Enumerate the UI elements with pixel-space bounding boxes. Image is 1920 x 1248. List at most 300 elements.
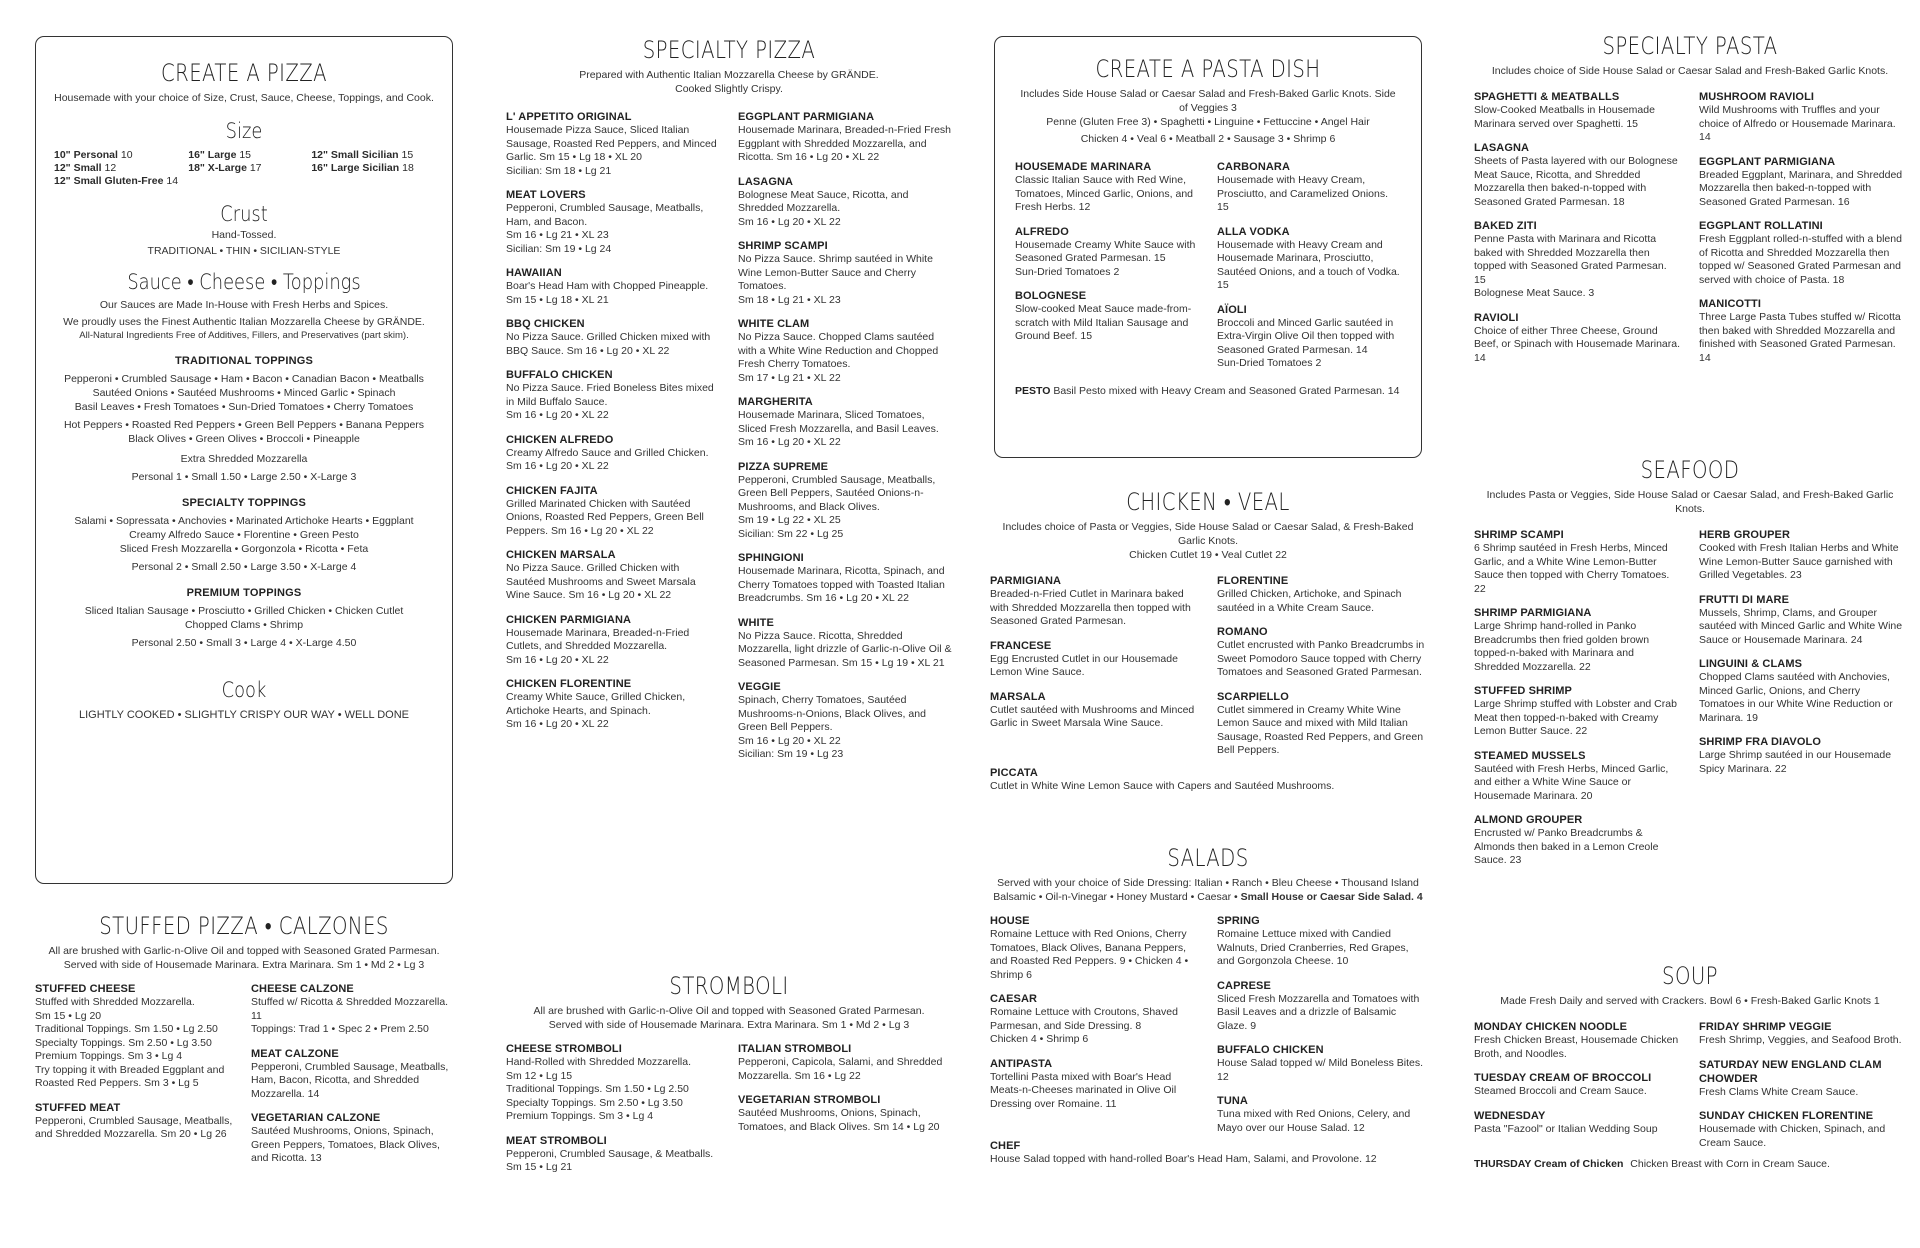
topping-line: Creamy Alfredo Sauce • Florentine • Green Pesto [129, 529, 359, 541]
menu-item-desc: Chopped Clams sautéed with Anchovies, Minced Garlic, Onions, and Cherry Tomatoes in our White Wine Reduction or Marinara. 19 [1699, 671, 1893, 724]
menu-item [1699, 735, 1906, 776]
salads-left-column [990, 914, 1199, 1145]
menu-item-name: FRUTTI DI MARE [1699, 593, 1790, 606]
size-option [311, 175, 434, 188]
menu-item-name: CHICKEN ALFREDO [506, 433, 614, 446]
chicken-veal-right-column [1217, 574, 1426, 768]
stuffed-items [35, 982, 453, 1176]
create-pasta-intro-3: Chicken 4 • Veal 6 • Meatball 2 • Sausage 3 • Shrimp 6 [1080, 133, 1336, 145]
menu-item [1217, 979, 1426, 1034]
menu-item-desc: Breaded Eggplant, Marinara, and Shredded Mozzarella then baked-n-topped with Seasoned Grated Parmesan. 16 [1699, 168, 1903, 208]
menu-item-desc: Housemade Marinara, Sliced Tomatoes, Sliced Fresh Mozzarella, and Basil Leaves. [738, 409, 939, 435]
chicken-veal-title: CHICKEN • VEAL [1126, 488, 1290, 516]
sauce-line-1: Our Sauces are Made In-House with Fresh Herbs and Spices. [99, 299, 389, 311]
menu-item-name: BUFFALO CHICKEN [506, 369, 613, 381]
menu-item-desc: Sm 15 • Lg 18 • XL 21 [506, 293, 609, 306]
menu-item-name: MONDAY CHICKEN NOODLE [1474, 1021, 1628, 1033]
specialty-pizza-intro-1: Prepared with Authentic Italian Mozzarella Cheese by GRÄNDE. [579, 69, 879, 81]
menu-item-name: ROMANO [1217, 626, 1268, 638]
menu-item [1474, 749, 1681, 804]
menu-item-name: SHRIMP PARMIGIANA [1474, 607, 1592, 619]
menu-item-desc: Sun-Dried Tomatoes 2 [1217, 357, 1322, 369]
menu-item-desc: Large Shrimp sautéed in our Housemade Spicy Marinara. 22 [1699, 749, 1892, 775]
menu-item-name: VEGETARIAN STROMBOLI [738, 1094, 881, 1106]
menu-item-desc: Breaded-n-Fried Cutlet in Marinara baked with Shredded Mozzarella then topped with Seasoned Grated Parmesan. [990, 588, 1191, 627]
menu-item-desc: Sliced Fresh Mozzarella and Tomatoes with Basil Leaves and a drizzle of Balsamic Glaze. 9 [1217, 992, 1420, 1032]
specialty-pasta-section [1474, 32, 1906, 375]
premium-toppings-price: Personal 2.50 • Small 3 • Large 4 • X-Large 4.50 [131, 637, 357, 649]
pesto-desc: Basil Pesto mixed with Heavy Cream and Seasoned Grated Parmesan. 14 [1053, 384, 1400, 397]
stuffed-pizza-title: STUFFED PIZZA • CALZONES [99, 912, 389, 940]
menu-item-name: SHRIMP SCAMPI [738, 240, 828, 252]
menu-item-desc: Pepperoni, Crumbled Sausage, Meatballs, Ham, and Bacon. [506, 202, 704, 228]
menu-item [506, 677, 720, 732]
menu-item [1217, 690, 1426, 758]
menu-item-desc: Premium Toppings. Sm 3 • Lg 4 [506, 1110, 654, 1122]
soup-thursday-desc: Chicken Breast with Corn in Cream Sauce. [1630, 1158, 1830, 1170]
menu-item-desc: Cutlet simmered in Creamy White Wine Lemon Sauce and mixed with Mild Italian Sausage, Roasted Red Peppers, and Green Bell Peppers. [1217, 703, 1424, 756]
menu-item [506, 317, 720, 358]
stromboli-intro-2: Served with side of Housemade Marinara. Extra Marinara. Sm 1 • Md 2 • Lg 3 [548, 1019, 910, 1031]
topping-line: Hot Peppers • Roasted Red Peppers • Green Bell Peppers • Banana Peppers [63, 419, 425, 431]
menu-item [1474, 684, 1681, 739]
topping-line: Sliced Fresh Mozzarella • Gorgonzola • Ricotta • Feta [119, 543, 369, 555]
chicken-veal-intro-1: Includes choice of Pasta or Veggies, Side House Salad or Caesar Salad, & Fresh-Baked Garlic Knots. [1002, 521, 1414, 547]
size-option: 16" Large 15 [188, 149, 252, 161]
topping-line: Black Olives • Green Olives • Broccoli • Pineapple [128, 433, 360, 445]
menu-item [1217, 574, 1426, 615]
menu-item [506, 433, 720, 474]
menu-item [35, 1101, 237, 1142]
stromboli-section [506, 972, 952, 1185]
menu-item-name: FRANCESE [990, 639, 1052, 652]
menu-item [1699, 528, 1906, 583]
stromboli-right-column [738, 1042, 952, 1185]
menu-item [1015, 289, 1199, 344]
menu-item-desc: Three Large Pasta Tubes stuffed w/ Ricotta then baked with Shredded Mozzarella and finished with Seasoned Grated Parmesan. 14 [1699, 311, 1901, 364]
menu-item-desc: Tortellini Pasta mixed with Boar's Head Meats-n-Cheeses marinated in Olive Oil Dressing over Romaine. 11 [990, 1070, 1177, 1110]
menu-item-name: MEAT CALZONE [251, 1047, 339, 1060]
size-list [54, 149, 434, 188]
menu-item-name: LASAGNA [1474, 142, 1530, 154]
menu-item [506, 110, 720, 178]
menu-item-desc: Housemade with Heavy Cream and Housemade Marinara, Prosciutto, Sautéed Onions, and a touch of Vodka. 15 [1217, 238, 1400, 291]
menu-item-desc: Traditional Toppings. Sm 1.50 • Lg 2.50 [35, 1023, 218, 1035]
menu-item-desc: Stuffed with Shredded Mozzarella. [35, 996, 195, 1008]
menu-item-desc: Premium Toppings. Sm 3 • Lg 4 [35, 1050, 183, 1062]
menu-item-desc: Sm 16 • Lg 20 • XL 22 [506, 460, 609, 472]
menu-item [1474, 219, 1681, 301]
menu-item [738, 110, 952, 165]
menu-item-name: EGGPLANT ROLLATINI [1699, 220, 1823, 232]
menu-item-desc: No Pizza Sauce. Ricotta, Shredded Mozzarella, light drizzle of Garlic-n-Olive Oil & Seasoned Parmesan. Sm 15 • Lg 19 • XL 21 [738, 629, 952, 669]
menu-item [1699, 90, 1906, 145]
traditional-toppings-price: Personal 1 • Small 1.50 • Large 2.50 • X-Large 3 [131, 471, 357, 483]
menu-item-name: MEAT LOVERS [506, 189, 586, 201]
menu-item [1015, 225, 1199, 280]
create-pizza-box [35, 36, 453, 884]
menu-item-name: MANICOTTI [1699, 298, 1762, 310]
menu-item [506, 368, 720, 423]
menu-item [1699, 1109, 1906, 1150]
menu-item-desc: Fresh Chicken Breast, Housemade Chicken Broth, and Noodles. [1474, 1034, 1679, 1060]
menu-item-desc: Fresh Shrimp, Veggies, and Seafood Broth. [1699, 1034, 1902, 1046]
menu-item [1699, 1020, 1906, 1048]
menu-item-desc: Boar's Head Ham with Chopped Pineapple. [506, 280, 709, 292]
menu-item-desc: Broccoli and Minced Garlic sautéed in Extra-Virgin Olive Oil then topped with Seasoned Grated Parmesan. 14 [1217, 316, 1395, 356]
specialty-toppings-price: Personal 2 • Small 2.50 • Large 3.50 • X-Large 4 [131, 561, 357, 573]
menu-item-desc: Pepperoni, Capicola, Salami, and Shredded Mozzarella. Sm 16 • Lg 22 [738, 1056, 943, 1082]
stromboli-items [506, 1042, 952, 1185]
menu-item-desc: Bolognese Meat Sauce, Ricotta, and Shredded Mozzarella. [738, 188, 909, 214]
menu-item-name: FLORENTINE [1217, 575, 1289, 587]
menu-item-name: STUFFED SHRIMP [1474, 685, 1572, 697]
menu-item-desc: Try topping it with Breaded Eggplant and Roasted Red Peppers. Sm 3 • Lg 5 [35, 1063, 225, 1089]
salads-intro-1: Served with your choice of Side Dressing: Italian • Ranch • Bleu Cheese • Thousand Island [997, 877, 1419, 889]
menu-item-desc: Sm 16 • Lg 20 • XL 22 [738, 734, 841, 747]
salads-right-column [1217, 914, 1426, 1145]
menu-item [990, 690, 1199, 731]
menu-item [506, 613, 720, 668]
premium-toppings-list [54, 604, 434, 632]
menu-item [990, 574, 1199, 629]
menu-item-name: CHICKEN PARMIGIANA [506, 613, 632, 626]
menu-item-name: WHITE CLAM [738, 318, 810, 330]
menu-item-name: CHICKEN MARSALA [506, 549, 616, 561]
menu-item-desc: Spinach, Cherry Tomatoes, Sautéed Mushrooms-n-Onions, Black Olives, and Green Bell Peppers. [738, 694, 926, 733]
menu-item-desc: Sm 18 • Lg 21 • XL 23 [738, 293, 841, 306]
specialty-pasta-items [1474, 90, 1906, 375]
menu-item [1474, 90, 1681, 131]
menu-item-desc: Sheets of Pasta layered with our Bolognese Meat Sauce, Ricotta, and Shredded Mozzarella then baked-n-topped with Seasoned Grated Parmesan. 18 [1474, 155, 1678, 208]
menu-item-desc: Housemade Marinara, Ricotta, Spinach, and Cherry Tomatoes topped with Toasted Italian Breadcrumbs. Sm 16 • Lg 20 • XL 22 [738, 565, 945, 604]
menu-item-desc: House Salad topped w/ Mild Boneless Bites. 12 [1217, 1057, 1424, 1083]
soup-items [1474, 1020, 1906, 1160]
menu-item-desc: Sm 16 • Lg 20 • XL 22 [506, 409, 609, 421]
crust-options: TRADITIONAL • THIN • SICILIAN-STYLE [147, 245, 341, 257]
menu-item-desc: Mussels, Shrimp, Clams, and Grouper sautéed with Minced Garlic and White Wine Sauce or Housemade Marinara. 24 [1699, 606, 1903, 646]
menu-item [738, 616, 952, 671]
menu-item-desc: Penne Pasta with Marinara and Ricotta baked with Shredded Mozzarella then topped with Seasoned Grated Parmesan. 15 [1474, 233, 1667, 286]
menu-item [1217, 160, 1401, 215]
menu-item-name: AÏOLI [1217, 303, 1247, 316]
menu-item [506, 484, 720, 539]
create-pasta-box [994, 36, 1422, 458]
menu-item [1474, 141, 1681, 209]
seafood-title: SEAFOOD [1640, 456, 1740, 484]
menu-item [1699, 297, 1906, 365]
chicken-veal-section [990, 488, 1426, 793]
stuffed-right-column [251, 982, 453, 1176]
menu-item-name: TUESDAY CREAM OF BROCCOLI [1474, 1072, 1652, 1084]
specialty-pizza-items [506, 110, 952, 772]
menu-item-desc: Sautéed with Fresh Herbs, Minced Garlic, and either a White Wine Sauce or Housemade Marinara. 20 [1474, 762, 1669, 802]
chicken-veal-intro-2: Chicken Cutlet 19 • Veal Cutlet 22 [1129, 549, 1287, 561]
soup-section [1474, 962, 1906, 1172]
menu-item [1015, 160, 1199, 215]
menu-item [1474, 1071, 1681, 1099]
menu-item-name: LINGUINI & CLAMS [1699, 658, 1803, 670]
menu-item [1474, 311, 1681, 366]
stuffed-intro-2: Served with side of Housemade Marinara. Extra Marinara. Sm 1 • Md 2 • Lg 3 [63, 959, 425, 971]
menu-item-name: VEGGIE [738, 681, 781, 693]
topping-line: Salami • Sopressata • Anchovies • Marinated Artichoke Hearts • Eggplant [74, 515, 414, 527]
menu-item [1474, 1109, 1681, 1137]
menu-item-name: MARSALA [990, 690, 1046, 703]
menu-item [1474, 813, 1681, 868]
size-option: 12" Small Sicilian 15 [311, 149, 414, 161]
stromboli-title: STROMBOLI [669, 972, 789, 1000]
sauce-line-2: We proudly uses the Finest Authentic Italian Mozzarella Cheese by GRÄNDE. [63, 316, 425, 328]
topping-line: Extra Shredded Mozzarella [180, 453, 308, 465]
size-option [188, 175, 305, 188]
menu-item-desc: No Pizza Sauce. Grilled Chicken with Sautéed Mushrooms and Sweet Marsala Wine Sauce. Sm 16 • Lg 20 • XL 22 [506, 562, 696, 601]
menu-item-name: HOUSE [990, 915, 1030, 927]
menu-item-desc: Sm 16 • Lg 20 • XL 22 [506, 653, 609, 666]
menu-item-desc: Sicilian: Sm 22 • Lg 25 [738, 527, 844, 540]
size-heading: Size [225, 119, 263, 143]
menu-item-desc: Pepperoni, Crumbled Sausage, & Meatballs. Sm 15 • Lg 21 [506, 1147, 714, 1173]
menu-item-desc: Specialty Toppings. Sm 2.50 • Lg 3.50 [506, 1096, 683, 1109]
menu-item [990, 914, 1199, 982]
menu-item-desc: Cooked with Fresh Italian Herbs and White Wine Lemon-Butter Sauce garnished with Grilled Vegetables. 23 [1699, 542, 1899, 581]
create-pasta-intro-2: Penne (Gluten Free 3) • Spaghetti • Linguine • Fettuccine • Angel Hair [1046, 116, 1370, 128]
menu-item [506, 548, 720, 603]
specialty-toppings-heading: SPECIALTY TOPPINGS [181, 497, 306, 509]
specialty-pasta-intro: Includes choice of Side House Salad or Caesar Salad and Fresh-Baked Garlic Knots. [1491, 65, 1889, 77]
menu-item [1699, 155, 1906, 210]
menu-item [1474, 606, 1681, 674]
menu-item-desc: Creamy Alfredo Sauce and Grilled Chicken. [506, 446, 709, 459]
menu-item-desc: Grilled Chicken, Artichoke, and Spinach sautéed in a White Cream Sauce. [1217, 588, 1402, 614]
menu-item-name: ANTIPASTA [990, 1057, 1053, 1070]
create-pasta-left-column [1015, 160, 1199, 381]
menu-item-desc: 6 Shrimp sautéed in Fresh Herbs, Minced Garlic, and a White Wine Lemon-Butter Sauce then topped with Cherry Tomatoes. 22 [1474, 542, 1670, 595]
menu-item-name: HERB GROUPER [1699, 529, 1791, 541]
salads-section [990, 844, 1426, 1167]
menu-item-name: STUFFED CHEESE [35, 983, 136, 995]
menu-item-desc: Large Shrimp stuffed with Lobster and Crab Meat then topped-n-baked with Creamy Lemon Butter Sauce. 22 [1474, 698, 1677, 737]
menu-item [990, 639, 1199, 680]
menu-item-name: ALLA VODKA [1217, 225, 1290, 238]
soup-thursday [1474, 1158, 1906, 1172]
premium-toppings-heading: PREMIUM TOPPINGS [186, 587, 302, 599]
menu-item-desc: Sm 16 • Lg 20 • XL 22 [738, 215, 841, 228]
create-pasta-intro-1: Includes Side House Salad or Caesar Salad and Fresh-Baked Garlic Knots. Side of Veggies 3 [1020, 88, 1396, 114]
menu-item [1217, 1094, 1426, 1135]
menu-item-desc: Romaine Lettuce with Croutons, Shaved Parmesan, and Side Dressing. 8 [990, 1006, 1178, 1032]
menu-item-name: TUNA [1217, 1095, 1248, 1107]
menu-item-name: SPHINGIONI [738, 552, 804, 564]
chicken-veal-items [990, 574, 1426, 768]
cook-heading: Cook [221, 678, 267, 702]
menu-item [506, 1134, 720, 1175]
menu-item [1699, 657, 1906, 725]
menu-item-desc: Romaine Lettuce mixed with Candied Walnuts, Dried Cranberries, Red Grapes, and Gorgonzola Cheese. 10 [1217, 928, 1409, 967]
menu-item-name: HOUSEMADE MARINARA [1015, 161, 1152, 173]
menu-item-desc: Pepperoni, Crumbled Sausage, Meatballs, Ham, Bacon, Ricotta, and Shredded Mozzarella. 14 [251, 1060, 449, 1100]
menu-item [251, 1047, 453, 1102]
salads-intro-2-text: Balsamic • Oil-n-Vinegar • Honey Mustard • Caesar • [993, 891, 1238, 903]
menu-item-desc: Sm 15 • Lg 20 [35, 1009, 102, 1022]
topping-line: Sliced Italian Sausage • Prosciutto • Grilled Chicken • Chicken Cutlet [84, 605, 404, 617]
menu-item [738, 551, 952, 606]
size-option: 12" Small Gluten-Free 14 [54, 175, 179, 187]
piccata-item [990, 766, 1426, 794]
topping-line: Pepperoni • Crumbled Sausage • Ham • Bacon • Canadian Bacon • Meatballs [64, 373, 424, 385]
menu-item-desc: Choice of either Three Cheese, Ground Beef, or Spinach with Housemade Marinara. 14 [1474, 324, 1681, 364]
menu-item [990, 1057, 1199, 1112]
menu-item-desc: Grilled Marinated Chicken with Sautéed Onions, Roasted Red Peppers, Green Bell Peppers. Sm 16 • Lg 20 • XL 22 [506, 497, 704, 537]
menu-item-desc: Sm 17 • Lg 21 • XL 22 [738, 371, 841, 384]
soup-left-column [1474, 1020, 1681, 1160]
menu-item-desc: Toppings: Trad 1 • Spec 2 • Prem 2.50 [251, 1023, 429, 1035]
pesto-name: PESTO [1015, 384, 1051, 397]
cook-options: LIGHTLY COOKED • SLIGHTLY CRISPY OUR WAY • WELL DONE [78, 709, 410, 721]
seafood-section [1474, 456, 1906, 878]
menu-item-desc: Classic Italian Sauce with Red Wine, Tomatoes, Minced Garlic, Onions, and Fresh Herbs. 12 [1015, 174, 1193, 213]
menu-item-name: CHICKEN FAJITA [506, 484, 598, 497]
menu-item-name: FRIDAY SHRIMP VEGGIE [1699, 1021, 1832, 1033]
menu-item-desc: Pepperoni, Crumbled Sausage, Meatballs, and Shredded Mozzarella. Sm 20 • Lg 26 [35, 1114, 233, 1140]
menu-item-desc: Fresh Eggplant rolled-n-stuffed with a blend of Ricotta and Shredded Mozzarella then topped w/ Seasoned Grated Parmesan and served with choice of Pasta. 18 [1699, 233, 1902, 286]
menu-item-name: CAPRESE [1217, 979, 1271, 992]
menu-item-name: SPRING [1217, 915, 1260, 927]
menu-item-desc: Slow-cooked Meat Sauce made-from-scratch with Mild Italian Sausage and Ground Beef. 15 [1015, 303, 1192, 342]
soup-thursday-name: THURSDAY Cream of Chicken [1474, 1158, 1624, 1170]
menu-item-name: CHEESE CALZONE [251, 983, 354, 995]
topping-line: Basil Leaves • Fresh Tomatoes • Sun-Dried Tomatoes • Cherry Tomatoes [74, 401, 414, 413]
stuffed-pizza-section [35, 912, 453, 1176]
soup-title: SOUP [1662, 962, 1718, 990]
menu-item-name: SHRIMP FRA DIAVOLO [1699, 736, 1821, 748]
menu-item-name: ALFREDO [1015, 225, 1069, 238]
menu-item-desc: Sicilian: Sm 19 • Lg 24 [506, 242, 612, 255]
menu-item [1217, 225, 1401, 293]
menu-item [738, 395, 952, 450]
menu-item-desc: Pepperoni, Crumbled Sausage, Meatballs, Green Bell Peppers, Sautéed Onions-n-Mushrooms, and Black Olives. [738, 473, 936, 513]
menu-item-desc: Stuffed w/ Ricotta & Shredded Mozzarella. 11 [251, 996, 449, 1022]
menu-item-desc: Slow-Cooked Meatballs in Housemade Marinara served over Spaghetti. 15 [1474, 104, 1655, 130]
create-pasta-title: CREATE A PASTA DISH [1095, 55, 1321, 83]
menu-item-desc: Large Shrimp hand-rolled in Panko Breadcrumbs then fried golden brown topped-n-baked with Marinara and Shredded Mozzarella. 22 [1474, 620, 1650, 673]
menu-item-name: WEDNESDAY [1474, 1109, 1546, 1122]
menu-item-name: EGGPLANT PARMIGIANA [738, 111, 875, 123]
menu-item-name: LASAGNA [738, 175, 794, 188]
menu-item-desc: Sm 16 • Lg 21 • XL 23 [506, 229, 609, 241]
menu-item-name: EGGPLANT PARMIGIANA [1699, 155, 1836, 168]
menu-item-name: PIZZA SUPREME [738, 460, 829, 473]
menu-item-desc: No Pizza Sauce. Shrimp sautéed in White Wine Lemon-Butter Sauce and Cherry Tomatoes. [738, 253, 933, 292]
menu-item-desc: Tuna mixed with Red Onions, Celery, and Mayo over our House Salad. 12 [1217, 1108, 1411, 1134]
specialty-pizza-left-column [506, 110, 720, 772]
menu-item-desc: Sun-Dried Tomatoes 2 [1015, 265, 1120, 278]
menu-item-name: BAKED ZITI [1474, 220, 1537, 232]
menu-item [251, 1111, 453, 1166]
menu-item-desc: Sm 16 • Lg 20 • XL 22 [738, 436, 841, 448]
menu-item-name: BUFFALO CHICKEN [1217, 1044, 1324, 1056]
menu-item-desc: No Pizza Sauce. Grilled Chicken mixed with BBQ Sauce. Sm 16 • Lg 20 • XL 22 [506, 331, 711, 357]
menu-item-desc: Housemade Marinara, Breaded-n-Fried Fresh Eggplant with Shredded Mozzarella, and Ricotta. Sm 16 • Lg 20 • XL 22 [738, 124, 952, 163]
salads-title: SALADS [1167, 844, 1249, 872]
menu-item-name: ALMOND GROUPER [1474, 814, 1583, 826]
menu-item-desc: Pasta "Fazool" or Italian Wedding Soup [1474, 1122, 1658, 1135]
menu-item-desc: Chicken 4 • Shrimp 6 [990, 1033, 1089, 1045]
specialty-pasta-right-column [1699, 90, 1906, 375]
menu-item-desc: Cutlet encrusted with Panko Breadcrumbs in Sweet Pomodoro Sauce topped with Cherry Tomatoes and Seasoned Grated Parmesan. [1217, 639, 1425, 678]
menu-item-name: L' APPETITO ORIGINAL [506, 111, 632, 123]
create-pizza-intro: Housemade with your choice of Size, Crust, Sauce, Cheese, Toppings, and Cook. [54, 92, 434, 104]
menu-item [1699, 219, 1906, 287]
menu-item [251, 982, 453, 1037]
menu-item-desc: Bolognese Meat Sauce. 3 [1474, 287, 1595, 299]
crust-desc: Hand-Tossed. [211, 229, 277, 241]
piccata-desc: Cutlet in White Wine Lemon Sauce with Capers and Sautéed Mushrooms. [990, 779, 1335, 792]
menu-item-desc: Encrusted w/ Panko Breadcrumbs & Almonds then baked in a Lemon Creole Sauce. 23 [1474, 827, 1659, 866]
menu-item-name: CAESAR [990, 993, 1038, 1005]
menu-item [35, 982, 237, 1091]
menu-item-desc: No Pizza Sauce. Chopped Clams sautéed with a White Wine Reduction and Chopped Fresh Cherry Tomatoes. [738, 331, 939, 370]
size-option: 12" Small 12 [54, 162, 117, 174]
menu-item [506, 266, 720, 307]
topping-line: Chopped Clams • Shrimp [184, 619, 304, 631]
menu-item [738, 317, 952, 385]
specialty-pizza-title: SPECIALTY PIZZA [642, 36, 816, 64]
menu-item [990, 992, 1199, 1047]
menu-item-desc: Housemade with Chicken, Spinach, and Cream Sauce. [1699, 1123, 1886, 1149]
menu-item-desc: Sm 19 • Lg 22 • XL 25 [738, 514, 841, 526]
menu-item-name: VEGETARIAN CALZONE [251, 1112, 381, 1124]
menu-item-desc: Housemade Creamy White Sauce with Seasoned Grated Parmesan. 15 [1015, 238, 1196, 264]
seafood-intro: Includes Pasta or Veggies, Side House Salad or Caesar Salad, and Fresh-Baked Garlic Knots. [1486, 489, 1894, 515]
menu-item-desc: Sautéed Mushrooms, Onions, Spinach, Green Peppers, Tomatoes, Black Olives, and Ricotta. 13 [251, 1125, 440, 1164]
salads-intro-2 [990, 890, 1426, 904]
menu-item [1699, 593, 1906, 648]
menu-item-desc: Wild Mushrooms with Truffles and your choice of Alfredo or Housemade Marinara. 14 [1699, 104, 1896, 143]
menu-item-name: RAVIOLI [1474, 311, 1519, 324]
menu-item-desc: Creamy White Sauce, Grilled Chicken, Artichoke Hearts, and Spinach. [506, 691, 686, 717]
menu-item-desc: Sicilian: Sm 19 • Lg 23 [738, 748, 844, 760]
piccata-name: PICCATA [990, 766, 1038, 779]
menu-item-name: MARGHERITA [738, 396, 813, 408]
create-pasta-right-column [1217, 160, 1401, 381]
menu-item-desc: Housemade Pizza Sauce, Sliced Italian Sausage, Roasted Red Peppers, and Minced Garlic. Sm 15 • Lg 18 • XL 20 [506, 124, 717, 163]
menu-item-name: WHITE [738, 616, 774, 629]
menu-item [738, 239, 952, 307]
menu-item-name: SPAGHETTI & MEATBALLS [1474, 91, 1620, 103]
stuffed-left-column [35, 982, 237, 1176]
menu-item [738, 460, 952, 542]
menu-item-name: STEAMED MUSSELS [1474, 749, 1586, 762]
chef-salad-desc: House Salad topped with hand-rolled Boar's Head Ham, Salami, and Provolone. 12 [990, 1153, 1377, 1165]
size-option: 16" Large Sicilian 18 [311, 162, 414, 174]
menu-item-name: MUSHROOM RAVIOLI [1699, 91, 1815, 103]
size-option: 18" X-Large 17 [188, 162, 262, 174]
menu-item-desc: Hand-Rolled with Shredded Mozzarella. [506, 1056, 692, 1068]
menu-item [1217, 914, 1426, 969]
menu-item-name: CHEESE STROMBOLI [506, 1043, 622, 1055]
salads-items [990, 914, 1426, 1145]
menu-item-desc: Cutlet sautéed with Mushrooms and Minced Garlic in Sweet Marsala Wine Sauce. [990, 703, 1195, 729]
topping-line: Sautéed Onions • Sautéed Mushrooms • Minced Garlic • Spinach [92, 387, 396, 399]
menu-item-name: HAWAIIAN [506, 267, 562, 279]
specialty-pizza-intro-2: Cooked Slightly Crispy. [675, 83, 783, 95]
menu-item-desc: Housemade with Heavy Cream, Prosciutto, and Caramelized Onions. 15 [1217, 174, 1388, 213]
menu-item [506, 188, 720, 256]
menu-item [506, 1042, 720, 1124]
create-pizza-title: CREATE A PIZZA [160, 59, 328, 87]
menu-item-desc: Specialty Toppings. Sm 2.50 • Lg 3.50 [35, 1036, 212, 1049]
